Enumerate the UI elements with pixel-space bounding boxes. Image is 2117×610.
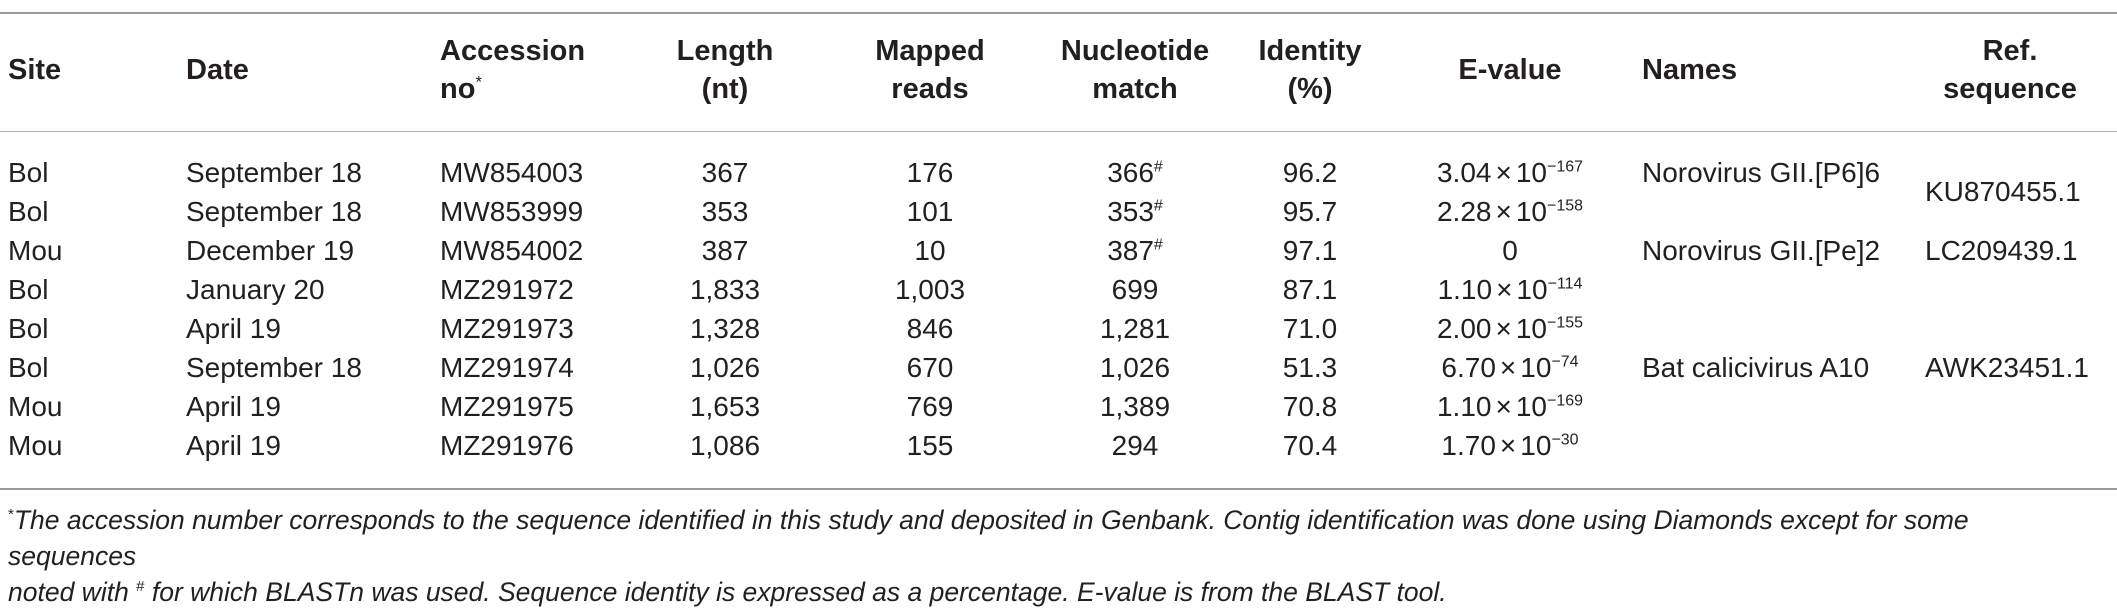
cell-accession: MW854002 (440, 235, 584, 266)
cell-site: Mou (8, 391, 63, 422)
cell-evalue (1400, 231, 1620, 270)
cell-match (1040, 270, 1230, 309)
evalue-times: × (1495, 313, 1512, 344)
cell-match (1040, 192, 1230, 231)
cell-site: Mou (8, 430, 63, 461)
match-value: 294 (1111, 430, 1159, 461)
evalue-mantissa: 1.70 (1441, 430, 1496, 461)
cell-evalue (1400, 270, 1620, 309)
cell-mapped: 769 (906, 391, 954, 422)
cell-evalue (1400, 426, 1620, 465)
header-mapped (845, 30, 1015, 110)
evalue-mantissa: 6.70 (1441, 352, 1496, 383)
cell-identity: 87.1 (1282, 274, 1338, 305)
cell-match (1040, 348, 1230, 387)
cell-mapped: 155 (906, 430, 954, 461)
cell-evalue (1400, 192, 1620, 231)
cell-accession: MW854003 (440, 157, 584, 188)
header-rule (0, 131, 2117, 132)
header-names-label: Names (1642, 54, 1738, 86)
header-ref-line1: Ref. (1982, 35, 2038, 67)
cell-accession: MZ291973 (440, 313, 574, 344)
match-value: 1,281 (1099, 313, 1171, 344)
cell-accession: MZ291976 (440, 430, 574, 461)
cell-mapped: 176 (906, 157, 954, 188)
evalue-base-ten: 10 (1515, 196, 1547, 227)
footnote-line1: The accession number corresponds to the sequence identified in this study and deposited in Genbank. Contig identification was done using Diamonds except for some sequences (8, 505, 1969, 571)
evalue-mantissa: 1.10 (1436, 391, 1492, 422)
cell-length: 1,086 (689, 430, 761, 461)
cell-length: 387 (701, 235, 749, 266)
header-nucleotide-line1: Nucleotide (1060, 35, 1210, 67)
cell-accession: MZ291975 (440, 391, 574, 422)
cell-match (1040, 387, 1230, 426)
header-identity-line1: Identity (1258, 35, 1362, 67)
cell-length: 1,833 (689, 274, 761, 305)
cell-mapped: 101 (906, 196, 954, 227)
cell-evalue (1400, 153, 1620, 192)
cell-date: April 19 (186, 313, 281, 344)
evalue-times: × (1495, 391, 1512, 422)
ref-group-norovirus-p6: KU870455.1 (1925, 176, 2081, 207)
header-accession-line2: no* (440, 72, 483, 105)
cell-site: Bol (8, 274, 49, 305)
evalue-exponent: −167 (1546, 158, 1584, 176)
header-names (1642, 30, 1842, 110)
match-value: 1,389 (1099, 391, 1171, 422)
cell-identity: 51.3 (1282, 352, 1338, 383)
match-value: 353 (1107, 196, 1154, 227)
evalue-base-ten: 10 (1515, 391, 1547, 422)
cell-match (1040, 309, 1230, 348)
cell-match (1040, 231, 1230, 270)
evalue-mantissa: 3.04 (1436, 157, 1492, 188)
cell-date: September 18 (186, 352, 362, 383)
cell-length: 367 (701, 157, 749, 188)
footnote-line2-start: noted with (8, 577, 137, 607)
cell-identity: 95.7 (1282, 196, 1338, 227)
cell-identity: 97.1 (1282, 235, 1338, 266)
cell-site: Bol (8, 352, 49, 383)
footnote-hash-mark: # (136, 578, 145, 596)
header-accession (440, 30, 640, 110)
evalue-base-ten: 10 (1515, 157, 1547, 188)
header-identity-line2: (%) (1287, 73, 1333, 105)
match-value: 1,026 (1099, 352, 1171, 383)
accession-footnote-mark: * (475, 72, 483, 92)
header-evalue (1420, 30, 1600, 110)
table-footnote (8, 502, 2103, 610)
ref-group-norovirus-pe: LC209439.1 (1925, 235, 2078, 266)
ref-group-bat-calicivirus: AWK23451.1 (1925, 352, 2089, 383)
header-ref-line2: sequence (1943, 73, 2077, 105)
names-group-bat-calicivirus: Bat calicivirus A10 (1642, 352, 1870, 383)
evalue-times: × (1499, 430, 1517, 461)
cell-evalue (1400, 348, 1620, 387)
cell-accession: MZ291972 (440, 274, 574, 305)
names-group-norovirus-p6: Norovirus GII.[P6]6 (1642, 157, 1881, 188)
header-evalue-label: E-value (1458, 54, 1562, 86)
table-row (0, 192, 2117, 231)
header-site-label: Site (8, 54, 62, 86)
bottom-rule (0, 488, 2117, 490)
evalue-exponent: −158 (1546, 197, 1584, 215)
cell-site: Mou (8, 235, 63, 266)
cell-date: January 20 (186, 274, 325, 305)
cell-length: 1,026 (689, 352, 761, 383)
blastn-mark: # (1153, 197, 1163, 215)
cell-date: April 19 (186, 391, 281, 422)
cell-site: Bol (8, 157, 49, 188)
evalue-mantissa: 2.28 (1436, 196, 1492, 227)
evalue-exponent: −155 (1546, 314, 1584, 332)
cell-mapped: 846 (906, 313, 954, 344)
footnote-star-mark: * (8, 506, 14, 524)
cell-identity: 70.4 (1282, 430, 1338, 461)
evalue-times: × (1495, 157, 1512, 188)
header-length-line2: (nt) (701, 73, 749, 105)
match-value: 366 (1107, 157, 1154, 188)
cell-identity: 71.0 (1282, 313, 1338, 344)
cell-match (1040, 426, 1230, 465)
header-accession-line1: Accession (440, 35, 586, 67)
evalue-mantissa: 1.10 (1437, 274, 1493, 305)
evalue-times: × (1499, 352, 1517, 383)
cell-length: 1,328 (689, 313, 761, 344)
cell-accession: MW853999 (440, 196, 584, 227)
cell-mapped: 670 (906, 352, 954, 383)
header-mapped-line1: Mapped (875, 35, 985, 67)
evalue-mantissa: 2.00 (1436, 313, 1492, 344)
cell-accession: MZ291974 (440, 352, 574, 383)
names-group-norovirus-pe: Norovirus GII.[Pe]2 (1642, 235, 1881, 266)
cell-identity: 70.8 (1282, 391, 1338, 422)
cell-match (1040, 153, 1230, 192)
header-nucleotide (1040, 30, 1230, 110)
cell-evalue (1400, 387, 1620, 426)
footnote-line2-end: for which BLASTn was used. Sequence identity is expressed as a percentage. E-value is from the BLAST tool. (144, 577, 1447, 607)
cell-site: Bol (8, 313, 49, 344)
cell-date: April 19 (186, 430, 281, 461)
table-row (0, 426, 2117, 465)
header-ref (1915, 30, 2105, 110)
evalue-exponent: −30 (1551, 431, 1579, 449)
evalue-exponent: −74 (1551, 353, 1579, 371)
header-site (8, 30, 128, 110)
evalue-base-ten: 10 (1520, 430, 1552, 461)
evalue-mantissa: 0 (1502, 235, 1518, 266)
match-value: 387 (1107, 235, 1154, 266)
header-length-line1: Length (676, 35, 774, 67)
cell-identity: 96.2 (1282, 157, 1338, 188)
table-row (0, 387, 2117, 426)
evalue-exponent: −169 (1546, 392, 1584, 410)
cell-site: Bol (8, 196, 49, 227)
match-value: 699 (1111, 274, 1159, 305)
cell-mapped: 1,003 (894, 274, 966, 305)
cell-length: 353 (701, 196, 749, 227)
table-row (0, 270, 2117, 309)
header-length (640, 30, 810, 110)
blastn-mark: # (1153, 236, 1163, 254)
cell-date: December 19 (186, 235, 355, 266)
header-date-label: Date (186, 54, 249, 86)
top-rule (0, 12, 2117, 14)
evalue-base-ten: 10 (1515, 313, 1547, 344)
header-identity (1230, 30, 1390, 110)
cell-mapped: 10 (914, 235, 946, 266)
evalue-times: × (1496, 274, 1513, 305)
evalue-base-ten: 10 (1520, 352, 1552, 383)
evalue-times: × (1495, 196, 1512, 227)
blastn-mark: # (1153, 158, 1163, 176)
cell-date: September 18 (186, 196, 362, 227)
evalue-base-ten: 10 (1516, 274, 1548, 305)
header-date (186, 30, 386, 110)
table-row (0, 309, 2117, 348)
cell-length: 1,653 (689, 391, 761, 422)
header-mapped-line2: reads (891, 73, 969, 105)
evalue-exponent: −114 (1547, 275, 1583, 293)
cell-date: September 18 (186, 157, 362, 188)
header-nucleotide-line2: match (1092, 73, 1178, 105)
cell-evalue (1400, 309, 1620, 348)
